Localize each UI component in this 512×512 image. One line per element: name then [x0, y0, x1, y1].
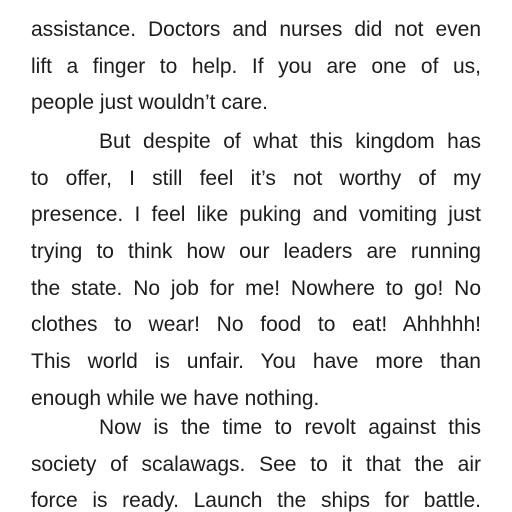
text-line: clothes to wear! No food to eat! Ahhhhh! [31, 313, 481, 337]
text-line: trying to think how our leaders are running [31, 240, 481, 264]
text-line: enough while we have nothing. [31, 386, 320, 410]
text-line: presence. I feel like puking and vomiting just [31, 203, 481, 227]
text-line: people just wouldn’t care. [31, 91, 268, 115]
text-line: lift a finger to help. If you are one of us, [31, 54, 481, 78]
text-line: to offer, I still feel it’s not worthy of my [31, 166, 481, 190]
text-line: the state. No job for me! Nowhere to go! No [31, 276, 481, 300]
paragraph-2 [31, 124, 481, 418]
text-line: force is ready. Launch the ships for battle. [31, 489, 481, 512]
text-line: assistance. Doctors and nurses did not even [31, 18, 481, 41]
text-line: Now is the time to revolt against this [99, 416, 481, 439]
text-line: society of scalawags. See to it that the air [31, 452, 481, 476]
paragraph-3 [31, 410, 481, 512]
text-line: This world is unfair. You have more than [31, 350, 481, 374]
text-line: But despite of what this kingdom has [99, 130, 481, 153]
paragraph-1 [31, 12, 481, 122]
reader-page [31, 0, 481, 512]
